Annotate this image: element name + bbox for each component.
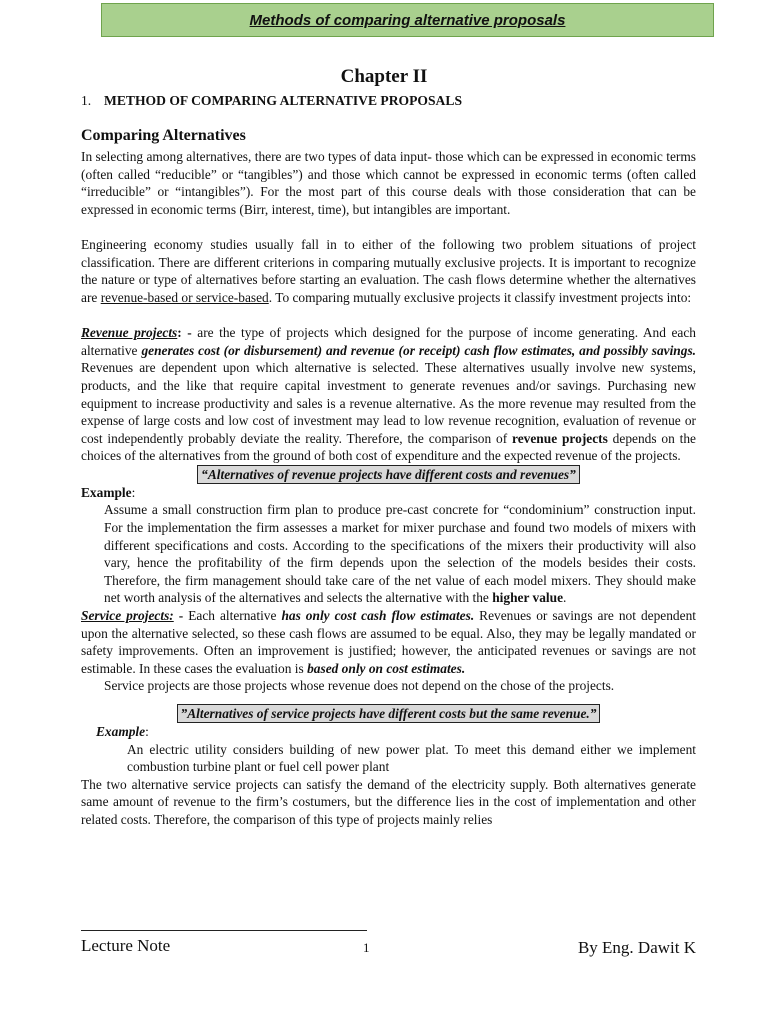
section-title: METHOD OF COMPARING ALTERNATIVE PROPOSALS — [104, 93, 463, 108]
paragraph-revenue-projects: Revenue projects: - are the type of projects which designed for the purpose of income generating. And each alternative generates cost (or disbursement) and revenue (or receipt) cash flow estimates, and possibly savings. Revenues are dependent upon which alternative is selected. These alternatives usually involve new systems, products, and the like that require capital investment to generate revenues and/or savings. Purchasing new equipment to increase productivity and sales is a revenue alternative. As the more revenue may resulted from the expense of large costs and low cost of investment may lead to low revenue recognition, evaluation of revenue or cost independently probably deviate the reality. Therefore, the comparison of revenue projects depends on the choices of the alternatives from the ground of both cost of expenditure and the expected revenue of the projects. — [81, 325, 697, 464]
revenue-projects-term: Revenue projects — [81, 325, 178, 341]
paragraph-service-definition: Service projects are those projects whose revenue does not depend on the chose of the projects. — [104, 678, 615, 694]
chapter-title: Chapter II — [340, 66, 428, 87]
callout-service: ”Alternatives of service projects have different costs but the same revenue.” — [177, 704, 601, 723]
paragraph-intro: In selecting among alternatives, there are two types of data input- those which can be expressed in economic terms (often called “reducible” or “tangibles”) and those which cannot be expressed in economic terms (often called “irreducible” or “intangibles”). For the most part of this course deals with those consideration that can be expressed in economic terms (Birr, interest, time), but intangibles are important. — [81, 149, 696, 217]
section-number: 1. — [81, 93, 92, 108]
paragraph-service-projects: Service projects: - Each alternative has only cost cash flow estimates. Revenues or savings are not dependent upon the alternative selected, so these cash flows are assumed to be equal. Also, they may be legally mandated or safety improvements. Often an improvement is justified; however, the anticipated revenues or savings are not estimable. In these cases the evaluation is based only on cost estimates. — [81, 608, 696, 676]
page-footer — [81, 930, 696, 960]
section-heading — [81, 92, 696, 110]
paragraph-closing: The two alternative service projects can satisfy the demand of the electricity supply. Both alternatives generate same amount of revenue to the firm’s costumers, but the difference lies in the cost of implementation and other related costs. Therefore, the comparison of this type of projects mainly relies — [81, 776, 696, 827]
header-banner — [101, 3, 714, 37]
header-title: Methods of comparing alternative proposals — [249, 11, 566, 29]
page-number: 1 — [363, 940, 370, 955]
footer-left: Lecture Note — [81, 936, 171, 955]
body-content — [81, 92, 696, 829]
example-label: Example: — [81, 484, 136, 500]
paragraph-classification: Engineering economy studies usually fall in to either of the following two problem situations of project classification. There are different criterions in comparing mutually exclusive projects. It is important to recognize the nature or type of alternatives before starting an evaluation. The cash flows determine whether the alternatives are revenue-based or service-based. To comparing mutually exclusive projects it classify investment projects into: — [81, 237, 696, 305]
service-projects-term: Service projects: — [81, 608, 174, 624]
example-revenue: Assume a small construction firm plan to produce pre-cast concrete for “condominium” construction input. For the implementation the firm assesses a market for mixer purchase and found two models of mixers with different specifications and costs. According to the specifications of the mixers their productivity will also vary, hence the profitability of the firm depends upon the selection of the models besides their costs. Therefore, the firm management should take care of the net value of each model mixers. They should make net worth analysis of the alternatives and selects the alternative with the higher value. — [104, 502, 696, 606]
example-label-2: Example: — [96, 724, 149, 739]
footer-author: By Eng. Dawit K — [577, 938, 696, 957]
callout-revenue: “Alternatives of revenue projects have different costs and revenues” — [197, 465, 580, 484]
footer-rule — [81, 930, 367, 931]
subheading: Comparing Alternatives — [81, 126, 246, 144]
example-service: An electric utility considers building of new power plat. To meet this demand either we implement combustion turbine plant or fuel cell power plant — [127, 741, 696, 775]
underlined-term: revenue-based or service-based — [100, 289, 269, 305]
